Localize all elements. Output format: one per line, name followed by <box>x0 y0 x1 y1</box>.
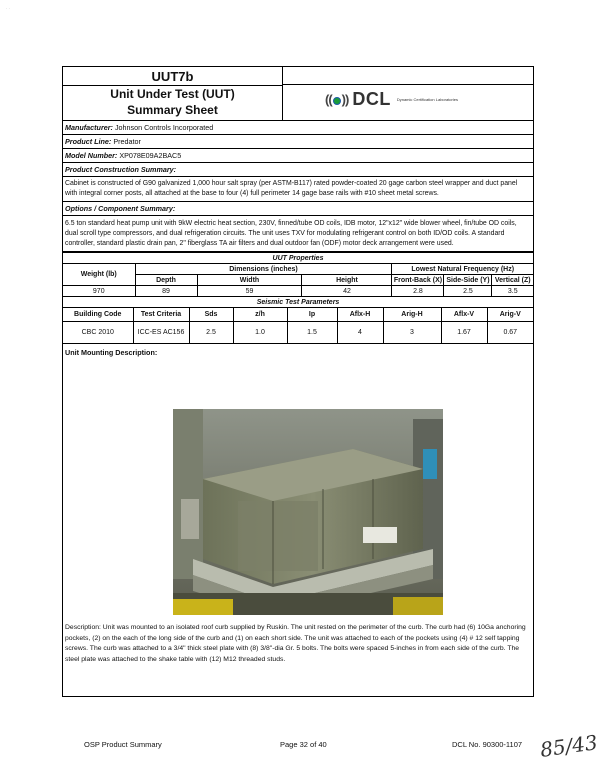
seismic-title: Seismic Test Parameters <box>63 297 533 308</box>
ss-header: Side-Side (Y) <box>444 275 492 286</box>
depth-value: 89 <box>135 286 197 297</box>
manufacturer-row <box>63 121 533 135</box>
uut-properties-table <box>63 252 533 297</box>
sheet-subtitle: Unit Under Test (UUT) <box>110 87 235 101</box>
weight-header: Weight (lb) <box>63 264 135 286</box>
seismic-value: 1.5 <box>287 322 337 344</box>
unit-mounting-photo <box>173 409 443 615</box>
logo-mark-icon: (( )) <box>325 92 349 107</box>
seismic-header: Aflx-V <box>441 308 487 322</box>
width-header: Width <box>197 275 302 286</box>
dcl-logo <box>325 89 458 110</box>
seismic-value: 4 <box>337 322 383 344</box>
uut-properties-title: UUT Properties <box>63 253 533 264</box>
sheet-header <box>63 67 533 121</box>
seismic-value: 2.5 <box>189 322 233 344</box>
logo-text: DCL <box>352 89 391 109</box>
manufacturer-label: Manufacturer: <box>65 123 113 132</box>
seismic-header: Arig-V <box>487 308 533 322</box>
sheet-subtitle-2: Summary Sheet <box>127 103 218 117</box>
seismic-header: Aflx-H <box>337 308 383 322</box>
sheet-title: UUT7b <box>63 69 282 86</box>
product-line-row <box>63 135 533 149</box>
fb-value: 2.8 <box>392 286 444 297</box>
dimensions-header: Dimensions (inches) <box>135 264 392 275</box>
footer-page-number: Page 32 of 40 <box>280 740 327 749</box>
mounting-description: Description: Unit was mounted to an isolated roof curb supplied by Ruskin. The unit rested on the perimeter of the curb. The curb had (6) 10Ga anchoring pockets, (2) on the each of the long side of the curb and (1) on each short side. The unit was attached to each of the pockets using (4) # 12 self tapping screws. The curb was attached to a 3/4" thick steel plate with (8) 3/8"-dia Gr. 5 bolts. The bolts were spaced 5-inches in from each side of the curb. The steel plate was attached to the shake table with (12) M12 threaded studs. <box>65 624 526 663</box>
footer-left: OSP Product Summary <box>84 740 162 749</box>
seismic-value: 0.67 <box>487 322 533 344</box>
seismic-value: CBC 2010 <box>63 322 133 344</box>
seismic-value: ICC-ES AC156 <box>133 322 189 344</box>
manufacturer-value: Johnson Controls Incorporated <box>114 123 214 132</box>
model-value: XP078E09A2BAC5 <box>119 151 182 160</box>
construction-label: Product Construction Summary: <box>65 165 177 174</box>
seismic-value: 3 <box>383 322 441 344</box>
height-value: 42 <box>302 286 392 297</box>
ss-value: 2.5 <box>444 286 492 297</box>
frequency-header: Lowest Natural Frequency (Hz) <box>392 264 533 275</box>
seismic-header: Building Code <box>63 308 133 322</box>
options-label-row <box>63 202 533 216</box>
v-header: Vertical (Z) <box>492 275 533 286</box>
scan-mark: · · <box>6 6 10 11</box>
height-header: Height <box>302 275 392 286</box>
title-box <box>63 67 283 121</box>
seismic-header: z/h <box>233 308 287 322</box>
mounting-label: Unit Mounting Description: <box>65 348 158 357</box>
seismic-header: Sds <box>189 308 233 322</box>
footer-dcl-number: DCL No. 90300-1107 <box>452 740 523 749</box>
model-row <box>63 149 533 163</box>
seismic-value: 1.0 <box>233 322 287 344</box>
model-label: Model Number: <box>65 151 118 160</box>
v-value: 3.5 <box>492 286 533 297</box>
options-label: Options / Component Summary: <box>65 204 176 213</box>
seismic-value: 1.67 <box>441 322 487 344</box>
header-divider <box>283 84 533 85</box>
fb-header: Front-Back (X) <box>393 276 443 284</box>
logo-subtext: Dynamic Certification Laboratories <box>396 97 458 102</box>
summary-sheet <box>62 66 534 697</box>
handwritten-page-mark: 85/43 <box>538 730 600 762</box>
photo-illustration <box>173 409 443 615</box>
product-line-value: Predator <box>113 137 141 146</box>
construction-label-row <box>63 163 533 177</box>
product-line-label: Product Line: <box>65 137 112 146</box>
seismic-header: Test Criteria <box>133 308 189 322</box>
seismic-table <box>63 296 533 344</box>
width-value: 59 <box>197 286 302 297</box>
depth-header: Depth <box>135 275 197 286</box>
options-text: 6.5 ton standard heat pump unit with 9kW electric heat section, 230V, finned/tube OD coils, IDB motor, 12"x12" wide blower wheel, fin/tube OD coils, dual scroll type compressors, and dual refrigeration circuits. The unit uses TXV for modulating refrigerant control on both ID/OD coils. A standard controller, standard plastic drain pan, 2" fiberglass TA air filters and dual outdoor fan (ODF) motor deck arrangement were used. <box>63 216 533 252</box>
seismic-header: Ip <box>287 308 337 322</box>
construction-text: Cabinet is constructed of G90 galvanized 1,000 hour salt spray (per ASTM-B117) rated powder-coated 20 gage carbon steel wrapper and duct panel with integral corner posts, all attached at the base to four (4) full perimeter 14 gage base rails with #10 sheet metal screws. <box>63 177 533 202</box>
weight-value: 970 <box>63 286 135 297</box>
seismic-header: Arig-H <box>383 308 441 322</box>
